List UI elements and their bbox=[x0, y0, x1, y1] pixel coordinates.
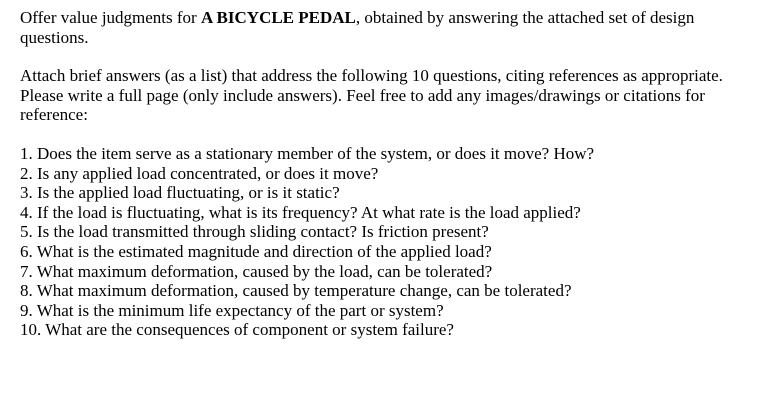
intro-prefix: Offer value judgments for bbox=[20, 8, 201, 27]
question-item: 8. What maximum deformation, caused by temperature change, can be tolerated? bbox=[20, 281, 572, 301]
question-item: 3. Is the applied load fluctuating, or is it static? bbox=[20, 183, 340, 203]
instructions-paragraph: Attach brief answers (as a list) that address the following 10 questions, citing references as appropriate. Please write a full page (only include answers). Feel free to add any images/drawings or citations for reference: bbox=[20, 66, 723, 125]
question-item: 4. If the load is fluctuating, what is its frequency? At what rate is the load applied? bbox=[20, 202, 581, 222]
intro-paragraph bbox=[20, 8, 750, 47]
question-item: 10. What are the consequences of component or system failure? bbox=[20, 320, 454, 340]
question-item: 6. What is the estimated magnitude and direction of the applied load? bbox=[20, 241, 492, 261]
question-item: 2. Is any applied load concentrated, or does it move? bbox=[20, 163, 379, 183]
question-item: 1. Does the item serve as a stationary member of the system, or does it move? How? bbox=[20, 143, 595, 163]
question-item: 5. Is the load transmitted through sliding contact? Is friction present? bbox=[20, 222, 489, 242]
intro-subject: A BICYCLE PEDAL bbox=[200, 8, 356, 27]
question-item: 9. What is the minimum life expectancy of the part or system? bbox=[20, 300, 444, 320]
intro-suffix: , obtained by answering the attached set of design questions. bbox=[20, 8, 695, 47]
document-body bbox=[20, 8, 750, 340]
question-item: 7. What maximum deformation, caused by the load, can be tolerated? bbox=[20, 261, 493, 281]
question-list bbox=[20, 144, 750, 340]
